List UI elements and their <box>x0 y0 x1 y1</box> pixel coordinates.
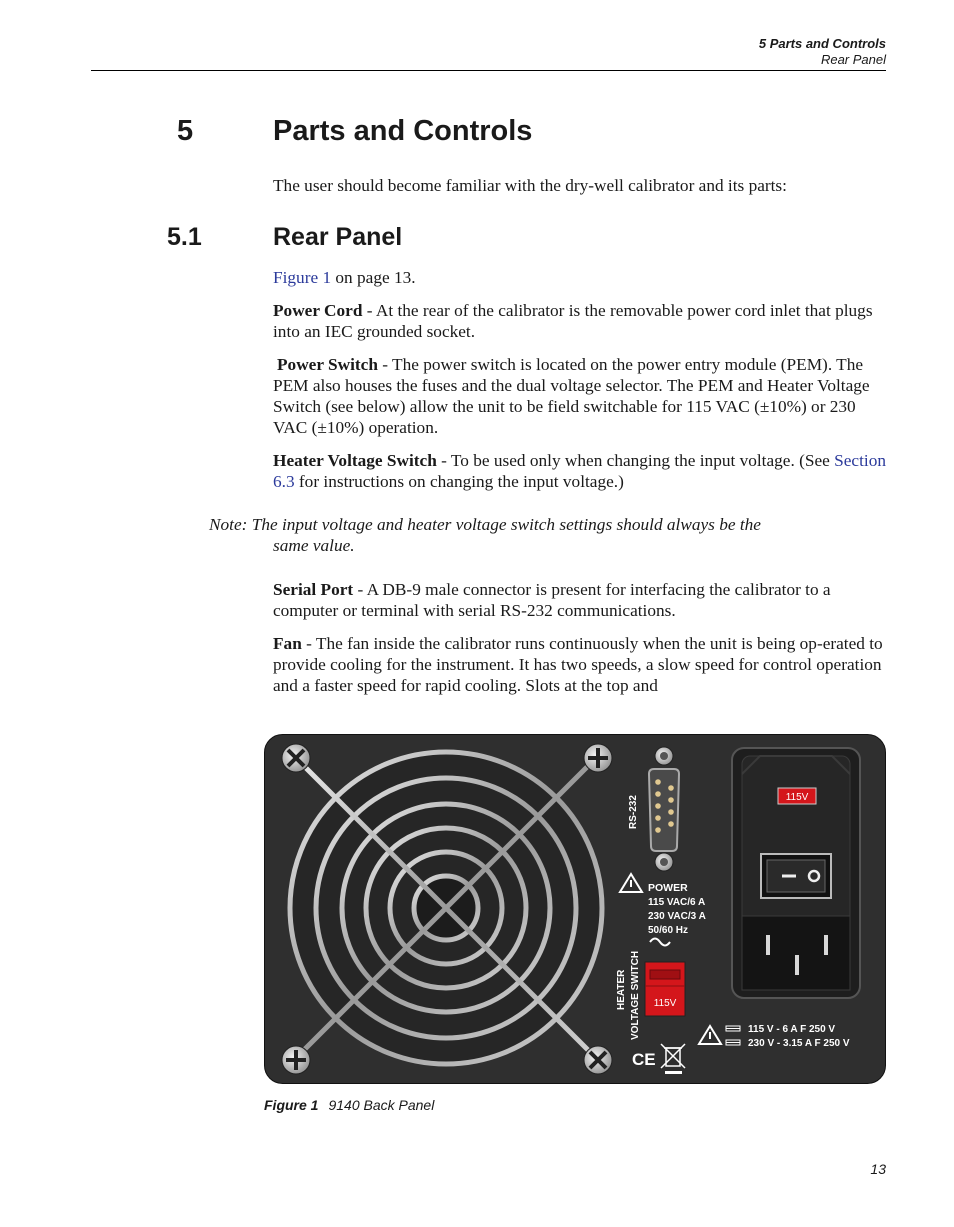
iec-power-inlet <box>742 916 850 990</box>
back-panel-figure <box>264 734 886 1084</box>
power-switch-paragraph <box>273 354 893 438</box>
ce-mark: CE <box>632 1050 656 1069</box>
power-cord-term: Power Cord <box>273 301 363 320</box>
power-cord-text: - At the rear of the calibrator is the removable power cord inlet that plugs into an IEC grounded socket. <box>273 301 873 341</box>
page-number: 13 <box>870 1161 886 1177</box>
voltage-selector-window[interactable] <box>778 788 816 804</box>
caption-label: Figure 1 <box>264 1097 319 1113</box>
voltage-selector-value: 115V <box>785 792 809 803</box>
power-switch-text: - The power switch is located on the power entry module (PEM). The PEM also houses the fuses and the dual voltage selector. The PEM and Heater Voltage Switch (see below) allow the unit to be field switchable for 115 VAC (±10%) or 230 VAC (±10%) operation. <box>273 355 870 437</box>
header-divider <box>91 70 886 71</box>
serial-port-term: Serial Port <box>273 580 354 599</box>
heater-switch-paragraph <box>273 450 893 492</box>
header-chapter: 5 Parts and Controls <box>758 36 886 51</box>
screw-top-left <box>282 744 310 772</box>
screw-bottom-left <box>282 1046 310 1074</box>
intro-paragraph: The user should become familiar with the dry-well calibrator and its parts: <box>273 176 787 195</box>
serial-port-paragraph <box>273 579 893 621</box>
power-title: POWER <box>648 882 688 894</box>
rs232-label: RS-232 <box>628 795 639 829</box>
chapter-title: Parts and Controls <box>273 115 533 147</box>
figure-link[interactable]: Figure 1 <box>273 268 332 287</box>
power-rocker-switch[interactable] <box>761 854 831 898</box>
heater-switch-text-a: - To be used only when changing the input voltage. (See <box>436 451 835 470</box>
running-header <box>759 36 886 68</box>
note-line-1: Note: The input voltage and heater voltage switch settings should always be the <box>209 515 761 534</box>
note-line-2: same value. <box>273 536 355 555</box>
power-cord-paragraph <box>273 300 893 342</box>
fan-paragraph <box>273 633 893 696</box>
figure-caption <box>264 1097 434 1113</box>
section-title: Rear Panel <box>273 223 403 251</box>
heater-label-2: VOLTAGE SWITCH <box>630 950 641 1040</box>
chapter-number: 5 <box>177 115 194 147</box>
figure-ref-text: on page 13. <box>331 268 416 287</box>
fan-term: Fan <box>273 634 302 653</box>
power-switch-term: Power Switch <box>277 355 378 374</box>
fan-guard <box>290 752 602 1064</box>
power-rating-line: 50/60 Hz <box>648 925 689 936</box>
section-link[interactable]: Section 6.3 <box>273 451 886 491</box>
heater-label-1: HEATER <box>616 969 627 1010</box>
heater-switch-term: Heater Voltage Switch <box>273 451 437 470</box>
note <box>209 514 849 556</box>
figure-reference-paragraph <box>273 267 893 288</box>
heater-switch-value: 115V <box>653 998 677 1009</box>
caption-text: 9140 Back Panel <box>328 1097 435 1113</box>
header-section: Rear Panel <box>820 52 886 67</box>
fuse-rating-line: 230 V - 3.15 A F 250 V <box>748 1038 850 1049</box>
section-number: 5.1 <box>167 223 202 251</box>
power-rating-line: 230 VAC/3 A <box>648 911 706 922</box>
fuse-rating-line: 115 V - 6 A F 250 V <box>748 1024 836 1035</box>
heater-switch-text-b: for instructions on changing the input voltage.) <box>294 472 624 491</box>
power-rating-line: 115 VAC/6 A <box>648 897 706 908</box>
fan-text: - The fan inside the calibrator runs continuously when the unit is being op-erated to provide cooling for the instrument. It has two speeds, a slow speed for control operation and a faster speed for rapid cooling. Slots at the top and <box>273 634 883 695</box>
screw-top-right <box>584 744 612 772</box>
heater-voltage-switch[interactable] <box>645 962 685 1016</box>
serial-port-text: - A DB-9 male connector is present for interfacing the calibrator to a computer or terminal with serial RS-232 communications. <box>273 580 831 620</box>
screw-bottom-right <box>584 1046 612 1074</box>
